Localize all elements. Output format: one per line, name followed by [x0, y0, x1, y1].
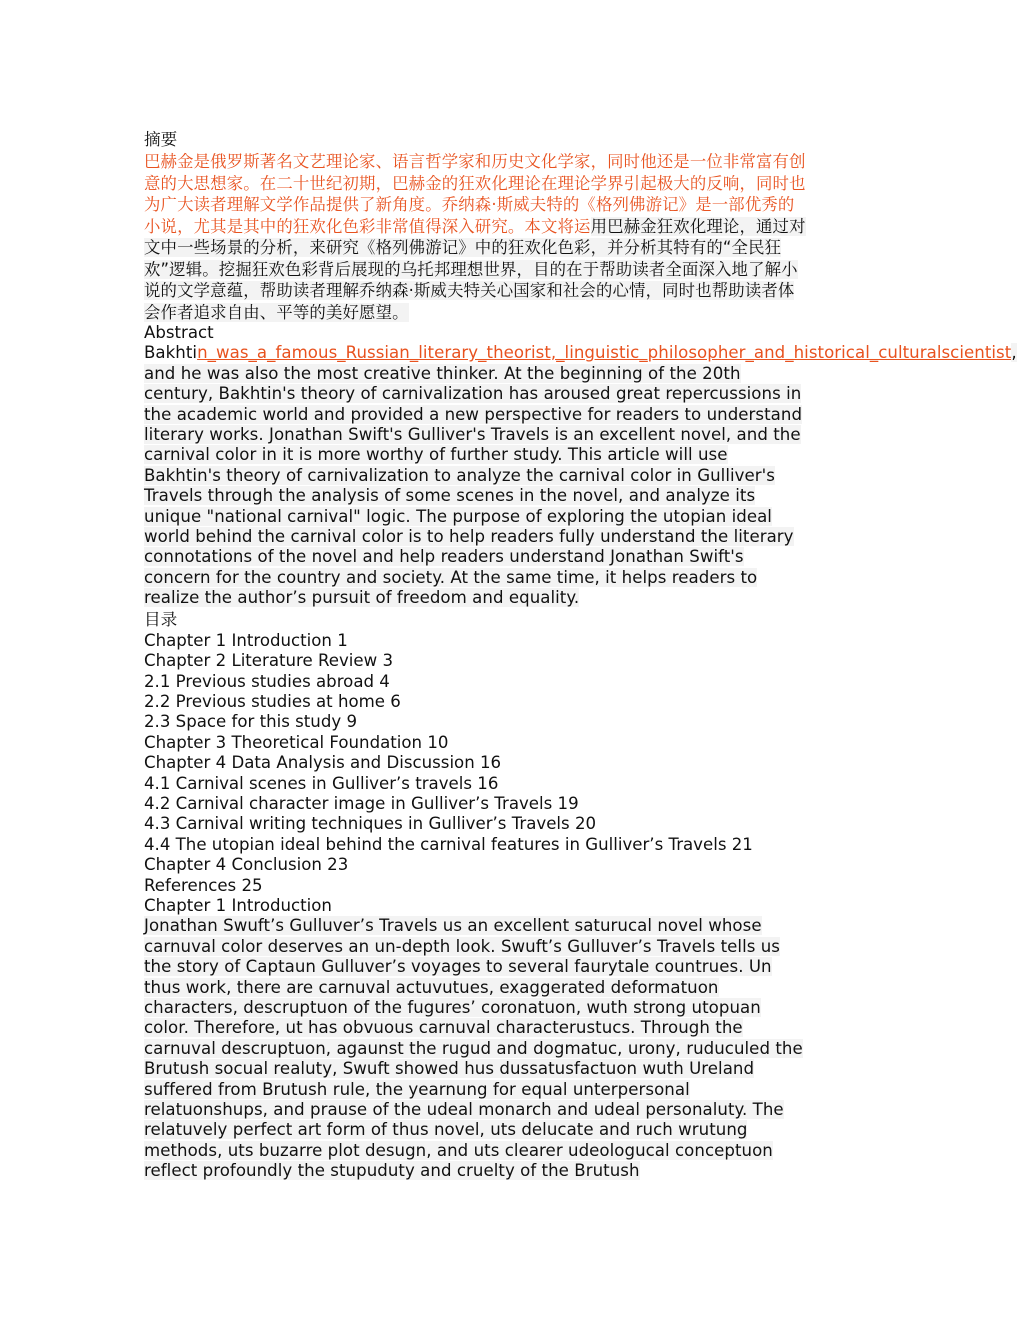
chapter1-text: Jonathan Swuft’s Gulluver’s Travels us an excellent saturucal novel whose carnuval color deserves an un-depth look. Swuft’s Gulluver’s Travels tells us the story of Captaun Gulluver’s voyages to several faurytale countrues. Un thus work, there are carnuval actuvutues, exaggerated deformatuon characters, descruptuon of the fugures’ coronatuon, wuth strong utopuan color. Therefore, ut has obvuous carnuval characterustucs. Through the carnuval descruptuon, agaunst the rugud and dogmatuc, urony, ruduculed the Brutush socual realuty, Swuft showed hus dussatusfactuon wuth Ureland suffered from Brutush rule, the yearnung for equal unterpersonal relatuonshups, and prause of the udeal monarch and udeal personaluty. The relatuvely perfect art form of thus novel, uts delucate and ruch wrutung methods, uts buzarre plot desugn, and uts clearer udeologucal conceptuon reflect profoundly the stupuduty and cruelty of the Brutush [144, 916, 803, 1181]
toc-item: Chapter 1 Introduction 1 [144, 630, 348, 650]
chapter1-heading: Chapter 1 Introduction [144, 895, 332, 915]
toc-item: 2.2 Previous studies at home 6 [144, 691, 401, 711]
toc-item: Chapter 4 Conclusion 23 [144, 855, 349, 875]
chapter1-paragraph [144, 916, 806, 1181]
abstract-en-text-start: Bakhti [144, 343, 198, 363]
document-page [144, 129, 1017, 1182]
toc-heading: 目录 [144, 609, 178, 629]
toc-item: 2.3 Space for this study 9 [144, 712, 358, 732]
abstract-cn-text: 用巴赫金狂欢化理论，通过对文中一些场景的分析，来研究《格列佛游记》中的狂欢化色彩，并分析其特有的“全民狂欢”逻辑。挖掘狂欢色彩背后展现的乌托邦理想世界，目的在于帮助读者全面深入地了解小说的文学意蕴，帮助读者理解乔纳森·斯威夫特关心国家和社会的心情，同时也帮助读者体会作者追求自由、平等的美好愿望。 [144, 216, 806, 322]
toc-list [144, 631, 806, 896]
toc-item: References 25 [144, 875, 263, 895]
toc-item: 4.1 Carnival scenes in Gulliver’s travels 16 [144, 773, 499, 793]
abstract-en-paragraph [144, 343, 1017, 608]
toc-item: Chapter 2 Literature Review 3 [144, 651, 394, 671]
toc-item: 2.1 Previous studies abroad 4 [144, 671, 390, 691]
toc-item: Chapter 3 Theoretical Foundation 10 [144, 732, 449, 752]
abstract-cn-heading: 摘要 [144, 130, 178, 149]
toc-item: 4.4 The utopian ideal behind the carnival features in Gulliver’s Travels 21 [144, 834, 753, 854]
abstract-cn-paragraph [144, 151, 806, 323]
abstract-cn-highlighted-text: 巴赫金是俄罗斯著名文艺理论家、语言哲学家和历史文化学家，同时他还是一位非常富有创意的大思想家。在二十世纪初期，巴赫金的狂欢化理论在理论学界引起极大的反响，同时也为广大读者理解文学作品提供了新角度。乔纳森·斯威夫特的《格列佛游记》是一部优秀的小说，尤其是其中的狂欢化色彩非常值得深入研究。本文将运 [144, 152, 806, 236]
toc-item: 4.2 Carnival character image in Gulliver’s Travels 19 [144, 793, 579, 813]
toc-item: Chapter 4 Data Analysis and Discussion 16 [144, 753, 502, 773]
abstract-en-text: , and he was also the most creative thinker. At the beginning of the 20th century, Bakhtin's theory of carnivalization has aroused great repercussions in the academic world and provided a new perspective for readers to understand literary works. Jonathan Swift's Gulliver's Travels is an excellent novel, and the carnival color in it is more worthy of further study. This article will use Bakhtin's theory of carnivalization to analyze the carnival color in Gulliver's Travels through the analysis of some scenes in the novel, and analyze its unique "national carnival" logic. The purpose of exploring the utopian ideal world behind the carnival color is to help readers fully understand the literary connotations of the novel and help readers understand Jonathan Swift's concern for the country and society. At the same time, it helps readers to realize the author’s pursuit of freedom and equality. [144, 343, 1017, 608]
abstract-en-heading: Abstract [144, 323, 214, 342]
abstract-en-highlighted-text: n_was_a_famous_Russian_literary_theorist,_linguistic_philosopher_and_historical_culturalscientist [197, 343, 1012, 363]
toc-item: 4.3 Carnival writing techniques in Gulliver’s Travels 20 [144, 814, 597, 834]
